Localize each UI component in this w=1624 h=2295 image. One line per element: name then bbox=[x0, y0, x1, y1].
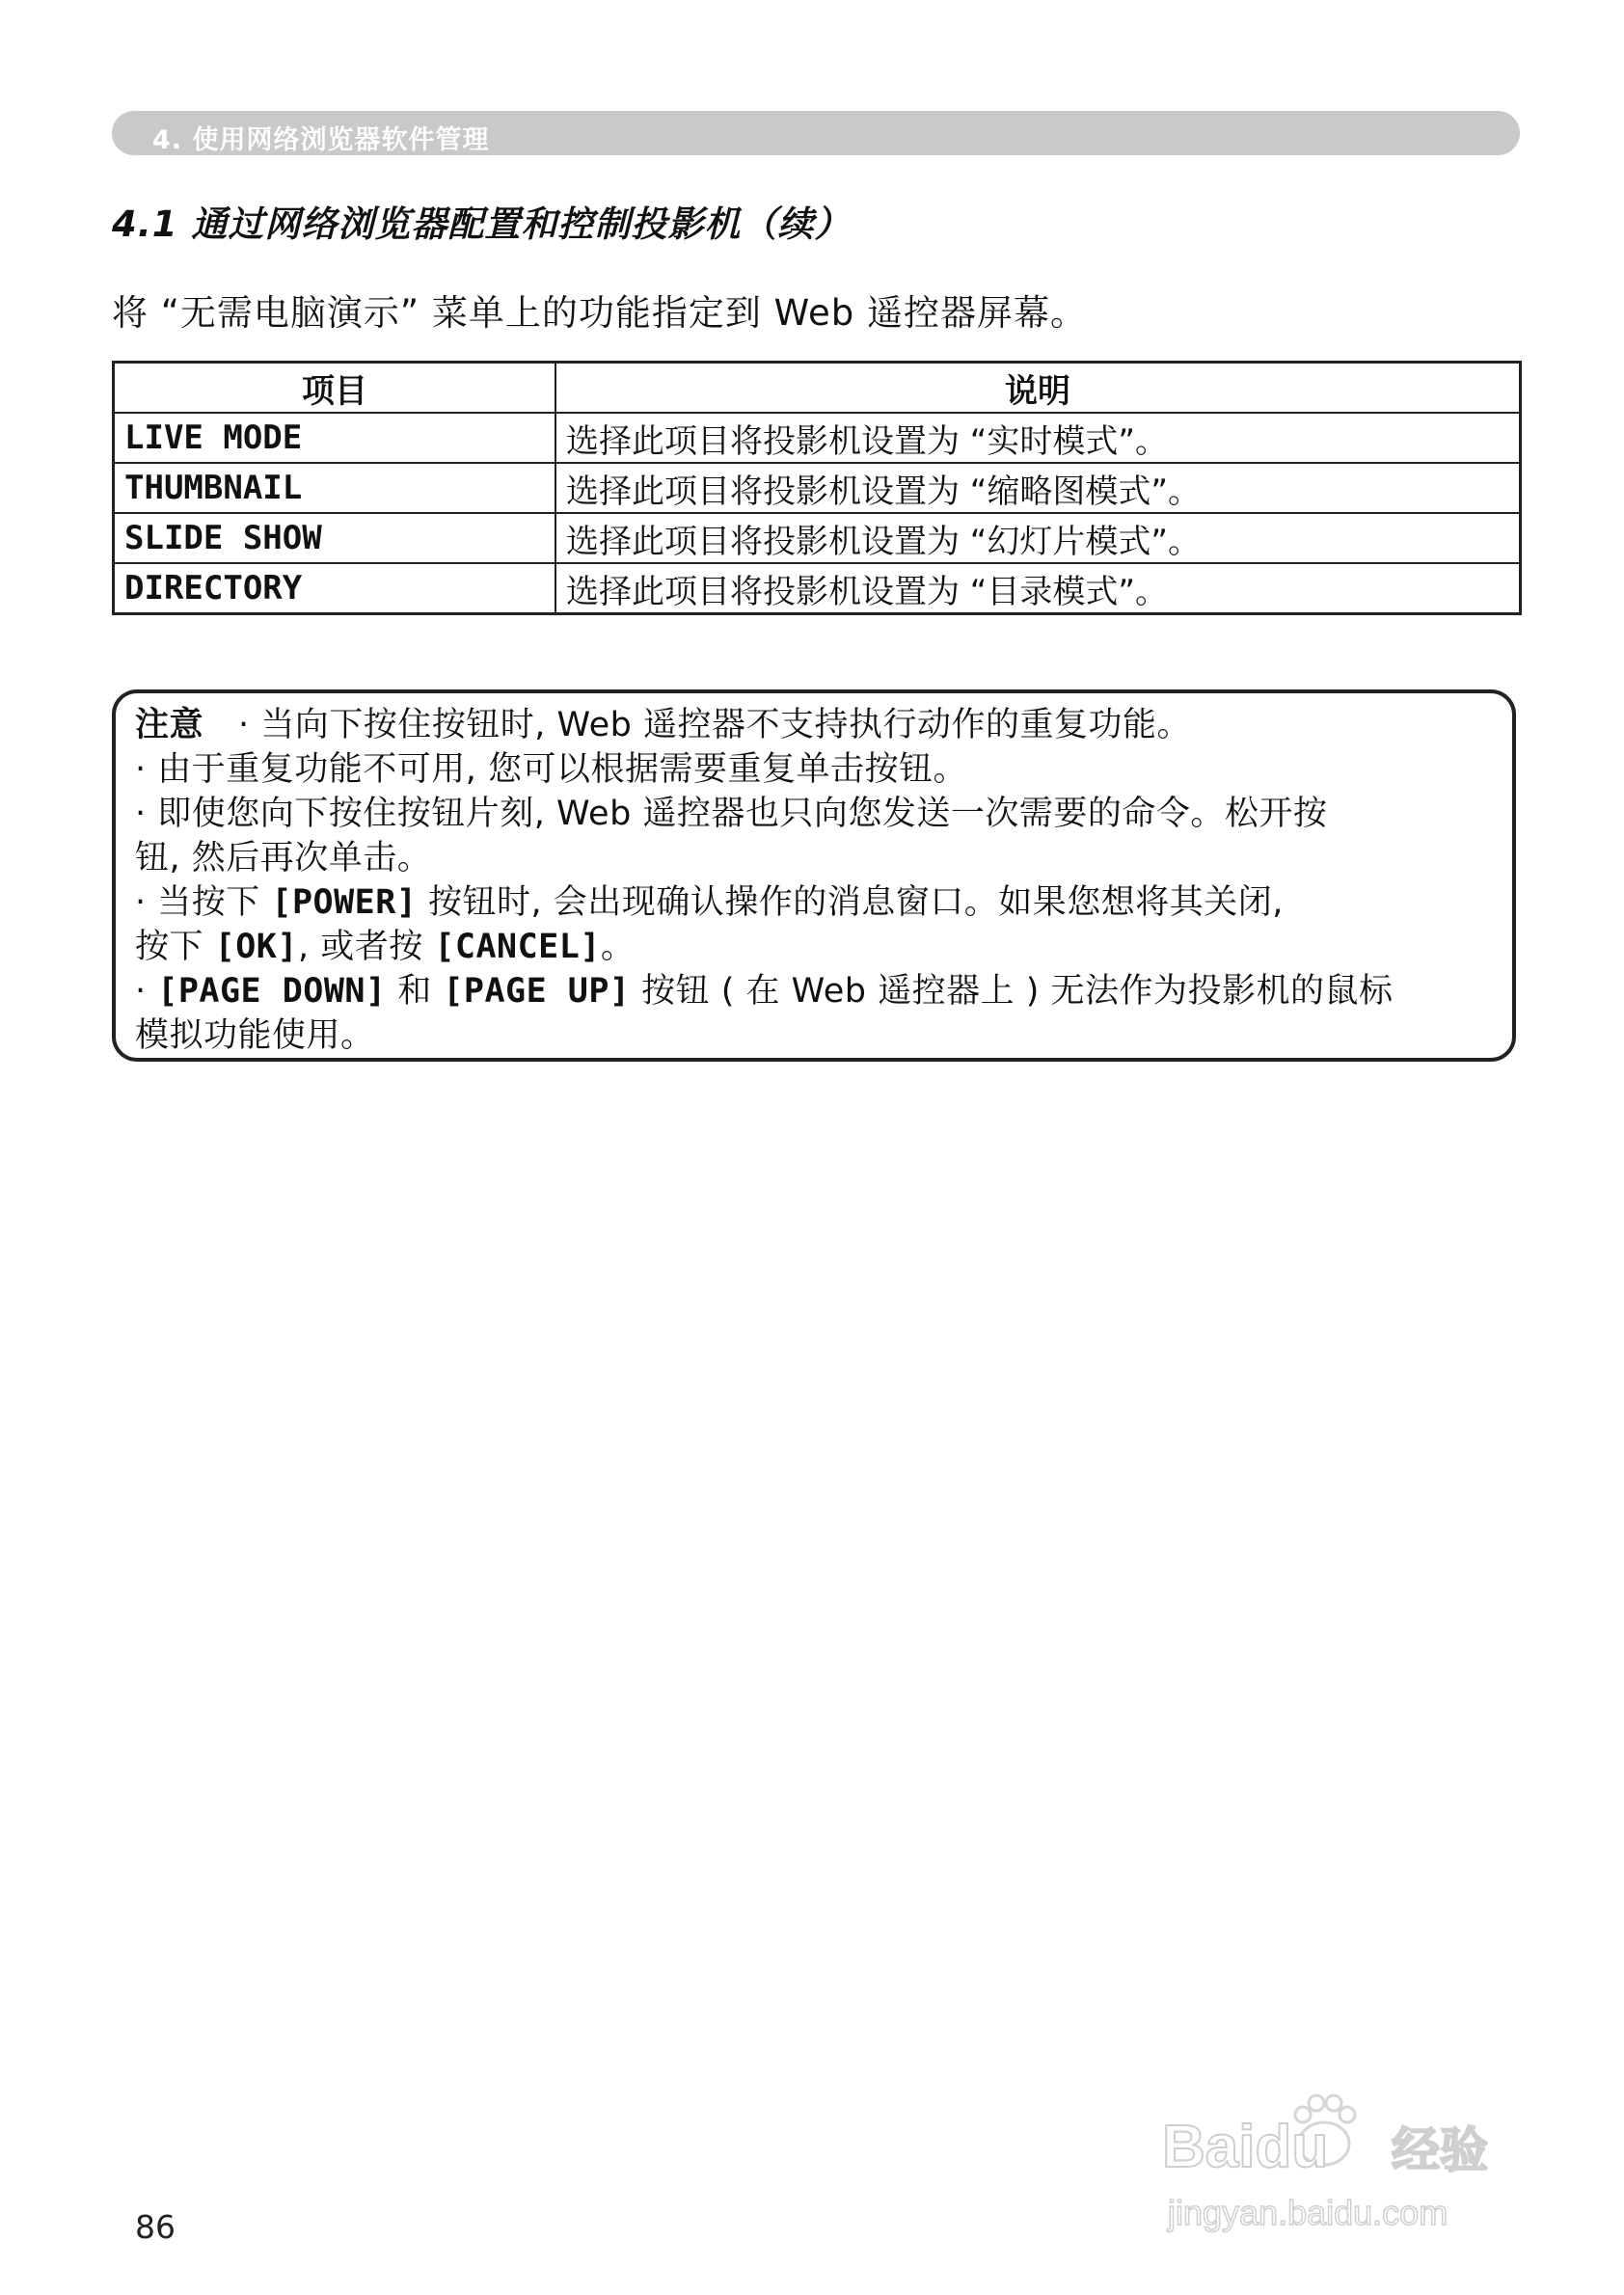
ok-key-label: [OK] bbox=[214, 928, 298, 966]
table-header-row bbox=[114, 363, 1521, 414]
table-row bbox=[114, 463, 1521, 513]
note-label: 注意 bbox=[135, 706, 204, 744]
description-cell: 选择此项目将投影机设置为 “缩略图模式”。 bbox=[555, 463, 1521, 513]
description-cell: 选择此项目将投影机设置为 “幻灯片模式”。 bbox=[555, 513, 1521, 563]
column-header-description: 说明 bbox=[555, 363, 1521, 414]
note-line bbox=[135, 925, 1501, 969]
items-table bbox=[112, 361, 1522, 615]
note-text: · bbox=[135, 972, 158, 1011]
note-text: 按钮 ( 在 Web 遥控器上 ) 无法作为投影机的鼠标 bbox=[630, 972, 1394, 1011]
item-cell: DIRECTORY bbox=[114, 563, 556, 614]
section-header-label: 4. 使用网络浏览器软件管理 bbox=[152, 125, 490, 155]
page-up-key-label: [PAGE UP] bbox=[443, 972, 631, 1011]
item-cell: LIVE MODE bbox=[114, 413, 556, 463]
section-title: 4.1 通过网络浏览器配置和控制投影机（续） bbox=[112, 203, 852, 245]
page-number: 86 bbox=[135, 2208, 176, 2246]
item-cell: THUMBNAIL bbox=[114, 463, 556, 513]
table-row bbox=[114, 513, 1521, 563]
note-text: · 当按下 bbox=[135, 883, 272, 922]
table-row bbox=[114, 563, 1521, 614]
page-down-key-label: [PAGE DOWN] bbox=[157, 972, 387, 1011]
item-cell: SLIDE SHOW bbox=[114, 513, 556, 563]
note-line bbox=[135, 969, 1501, 1013]
note-line: 钮, 然后再次单击。 bbox=[135, 839, 432, 878]
note-box bbox=[112, 689, 1516, 1062]
description-cell: 选择此项目将投影机设置为 “实时模式”。 bbox=[555, 413, 1521, 463]
note-content bbox=[135, 703, 1501, 1058]
note-text: 。 bbox=[600, 928, 636, 966]
note-line: · 即使您向下按住按钮片刻, Web 遥控器也只向您发送一次需要的命令。松开按 bbox=[135, 795, 1328, 833]
table-row bbox=[114, 413, 1521, 463]
note-text: 按钮时, 会出现确认操作的消息窗口。如果您想将其关闭, bbox=[417, 883, 1284, 922]
baidu-jingyan-watermark bbox=[1152, 2059, 1557, 2252]
note-line bbox=[135, 703, 1501, 747]
note-text: , 或者按 bbox=[297, 928, 435, 966]
note-text: 和 bbox=[386, 972, 444, 1011]
description-cell: 选择此项目将投影机设置为 “目录模式”。 bbox=[555, 563, 1521, 614]
note-text: 按下 bbox=[135, 928, 215, 966]
section-header-bar bbox=[112, 111, 1520, 155]
cancel-key-label: [CANCEL] bbox=[434, 928, 601, 966]
column-header-item: 项目 bbox=[114, 363, 556, 414]
power-key-label: [POWER] bbox=[271, 883, 418, 922]
note-line bbox=[135, 880, 1501, 925]
note-text: · 当向下按住按钮时, Web 遥控器不支持执行动作的重复功能。 bbox=[238, 706, 1191, 744]
watermark-cn: 经验 bbox=[1392, 2122, 1488, 2178]
watermark-url: jingyan.baidu.com bbox=[1168, 2193, 1448, 2232]
note-line: · 由于重复功能不可用, 您可以根据需要重复单击按钮。 bbox=[135, 750, 968, 789]
note-line: 模拟功能使用。 bbox=[135, 1016, 375, 1055]
intro-paragraph: 将 “无需电脑演示” 菜单上的功能指定到 Web 遥控器屏幕。 bbox=[112, 292, 1088, 334]
watermark-brand: Baidu bbox=[1162, 2114, 1329, 2180]
